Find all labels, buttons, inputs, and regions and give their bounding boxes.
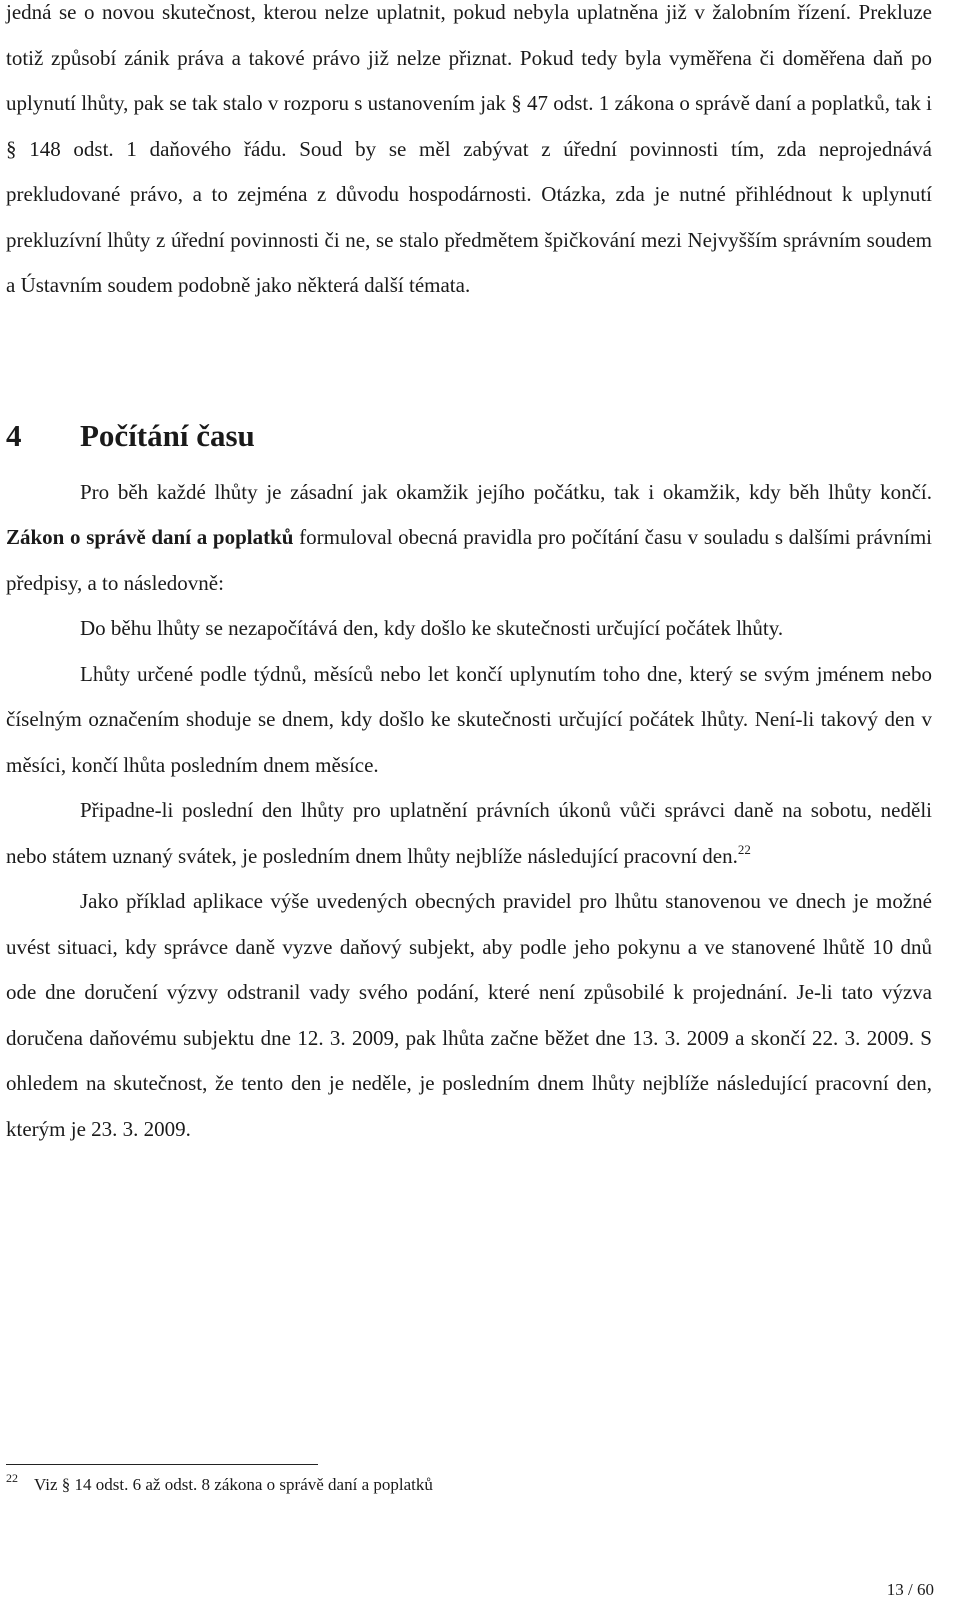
- section-heading: [6, 413, 932, 458]
- intro-text-start: Pro běh každé lhůty je zásadní jak okamžik jejího počátku, tak i okamžik, kdy běh lhůty končí.: [80, 479, 932, 504]
- paragraph-intro: [6, 470, 932, 607]
- section-title: Počítání času: [80, 417, 255, 453]
- paragraph-rule-holiday: [6, 788, 932, 879]
- footnote-text: Viz § 14 odst. 6 až odst. 8 zákona o správě daní a poplatků: [34, 1475, 433, 1494]
- footnote: $^{22}$ Viz § 14 odst. 6 až odst. 8 zákona o správě daní a poplatků: [6, 1471, 433, 1494]
- section-number: 4: [6, 417, 22, 453]
- footnote-reference[interactable]: 22: [737, 841, 751, 857]
- document-page: [6, 0, 932, 1152]
- holiday-text: Připadne-li poslední den lhůty pro uplatnění právních úkonů vůči správci daně na sobotu, neděli nebo státem uznaný svátek, je posledním dnem lhůty nejblíže následující pracovní den.: [6, 798, 932, 868]
- paragraph-example: Jako příklad aplikace výše uvedených obecných pravidel pro lhůtu stanovenou ve dnech je možné uvést situaci, kdy správce daně vyzve daňový subjekt, aby podle jeho pokynu a ve stanovené lhůtě 10 dnů ode dne doručení výzvy odstranil vady svého podání, které není způsobilé k projednání. Je-li tato výzva doručena daňovému subjektu dne 12. 3. 2009, pak lhůta začne běžet dne 13. 3. 2009 a skončí 22. 3. 2009. S ohledem na skutečnost, že tento den je neděle, je posledním dnem lhůty nejblíže následující pracovní den, kterým je 23. 3. 2009.: [6, 889, 932, 1141]
- footnote-separator: [6, 1464, 318, 1465]
- paragraph-rule-start: Do běhu lhůty se nezapočítává den, kdy došlo ke skutečnosti určující počátek lhůty.: [80, 616, 784, 640]
- page-number: 13 / 60: [886, 1580, 934, 1599]
- intro-text-end: formuloval obecná pravidla pro počítání času v souladu s dalšími právními předpisy, a to následovně:: [6, 525, 932, 595]
- paragraph-prekluze: jedná se o novou skutečnost, kterou nelze uplatnit, pokud nebyla uplatněna již v žalobním řízení. Prekluze totiž způsobí zánik práva a takové právo již nelze přiznat. Pokud tedy byla vyměřena či doměřena daň po uplynutí lhůty, pak se tak stalo v rozporu s ustanovením jak § 47 odst. 1 zákona o správě daní a poplatků, tak i § 148 odst. 1 daňového řádu. Soud by se měl zabývat z úřední povinnosti tím, zda neprojednává prekludované právo, a to zejména z důvodu hospodárnosti. Otázka, zda je nutné přihlédnout k uplynutí prekluzívní lhůty z úřední povinnosti či ne, se stalo předmětem špičkování mezi Nejvyšším správním soudem a Ústavním soudem podobně jako některá další témata.: [6, 0, 932, 297]
- intro-law-name: Zákon o správě daní a poplatků: [6, 525, 294, 549]
- paragraph-rule-end: Lhůty určené podle týdnů, měsíců nebo let končí uplynutím toho dne, který se svým jménem nebo číselným označením shoduje se dnem, kdy došlo ke skutečnosti určující počátek lhůty. Není-li takový den v měsíci, končí lhůta posledním dnem měsíce.: [6, 661, 932, 777]
